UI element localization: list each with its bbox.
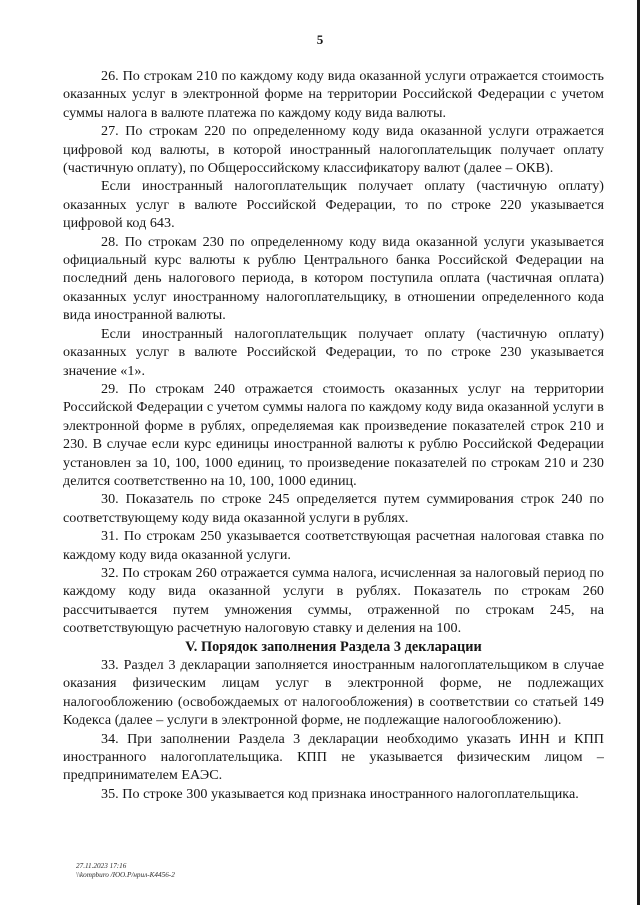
paragraph: 34. При заполнении Раздела 3 декларации необходимо указать ИНН и КПП иностранного налогоплательщика. КПП не указывается физическим лицом – предпринимателем ЕАЭС. bbox=[63, 730, 604, 784]
footer-file-path: \\kompburo /ЮО.Р/нрил-К4456-2 bbox=[76, 871, 175, 879]
section-heading: V. Порядок заполнения Раздела 3 декларации bbox=[185, 638, 482, 655]
paragraph: 30. Показатель по строке 245 определяется путем суммирования строк 240 по соответствующему коду вида оказанной услуги в рублях. bbox=[63, 491, 604, 526]
paragraph: 35. По строке 300 указывается код признака иностранного налогоплательщика. bbox=[101, 785, 579, 802]
paragraph: 29. По строкам 240 отражается стоимость оказанных услуг на территории Российской Федерации с учетом суммы налога по каждому коду вида оказанной услуги в электронной форме в рублях, определяемая как произведение показателей строк 210 и 230. В случае если курс единицы иностранной валюты к рублю Российской Федерации установлен за 10, 100, 1000 единиц, то произведение показателей по строкам 210 и 230 делится соответственно на 10, 100, 1000 единиц. bbox=[63, 380, 604, 489]
paragraph: Если иностранный налогоплательщик получает оплату (частичную оплату) оказанных услуг в валюте Российской Федерации, то по строке 220 указывается цифровой код 643. bbox=[63, 178, 604, 232]
paragraph: 31. По строкам 250 указывается соответствующая расчетная налоговая ставка по каждому коду вида оказанной услуги. bbox=[63, 528, 604, 563]
document-footer bbox=[76, 862, 175, 880]
paragraph: 27. По строкам 220 по определенному коду вида оказанной услуги отражается цифровой код валюты, в которой иностранный налогоплательщик получает оплату (частичную оплату), по Общероссийскому классификатору валют (далее – ОКВ). bbox=[63, 123, 604, 177]
paragraph: 26. По строкам 210 по каждому коду вида оказанной услуги отражается стоимость оказанных услуг в электронной форме на территории Российской Федерации с учетом суммы налога в валюте платежа по каждому коду вида валюты. bbox=[63, 68, 604, 121]
paragraph: Если иностранный налогоплательщик получает оплату (частичную оплату) оказанных услуг в валюте Российской Федерации, то по строке 230 указывается значение «1». bbox=[63, 325, 604, 379]
footer-timestamp: 27.11.2023 17:16 bbox=[76, 862, 127, 870]
page-number: 5 bbox=[316, 32, 324, 47]
paragraph: 28. По строкам 230 по определенному коду вида оказанной услуги указывается официальный курс валюты к рублю Центрального банка Российской Федерации на последний день налогового периода, в котором поступила оплата (частичная оплата) оказанных услуг иностранному налогоплательщику, в отношении определенного кода вида иностранной валюты. bbox=[63, 233, 604, 324]
document-body bbox=[63, 67, 604, 803]
paragraph: 33. Раздел 3 декларации заполняется иностранным налогоплательщиком в случае оказания физическим лицам услуг в электронной форме, не подлежащих налогообложению (освобождаемых от налогообложения) в соответствии со статьей 149 Кодекса (далее – услуги в электронной форме, не подлежащие налогообложению). bbox=[63, 657, 604, 729]
paragraph: 32. По строкам 260 отражается сумма налога, исчисленная за налоговый период по каждому коду вида оказанной услуги в рублях. Показатель по строкам 260 рассчитывается путем умножения суммы, отраженной по строкам 245, на соответствующую расчетную налоговую ставку и деления на 100. bbox=[63, 564, 604, 637]
